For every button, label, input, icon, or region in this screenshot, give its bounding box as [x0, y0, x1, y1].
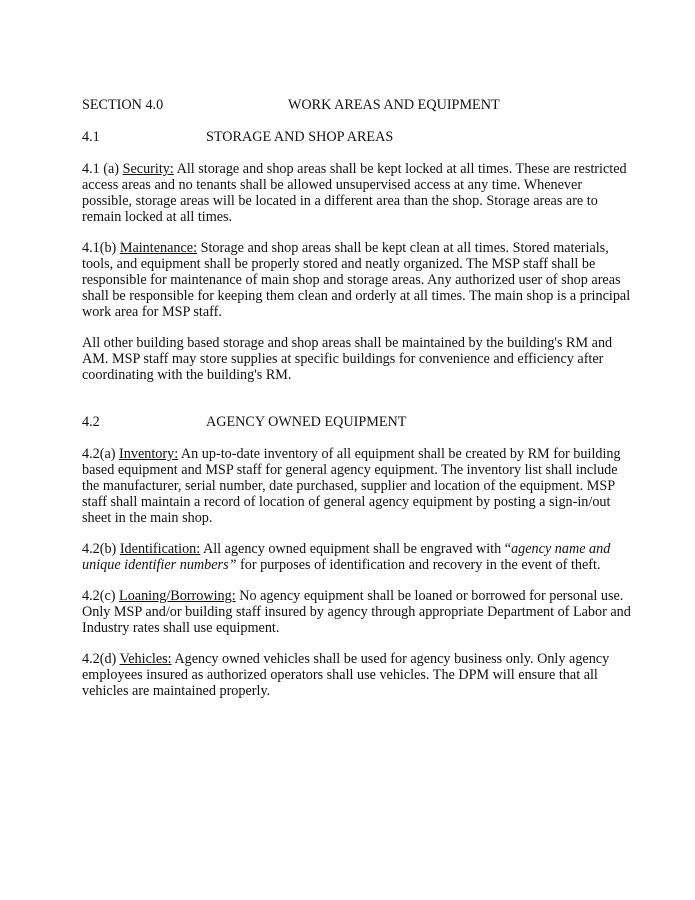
paragraph-line: [82, 557, 601, 573]
paragraph-line: responsible for maintenance of main shop and storage areas. Any authorized user of shop areas: [82, 272, 621, 288]
paragraph-text: An up-to-date inventory of all equipment shall be created by RM for building: [178, 446, 621, 462]
clause-label: Security:: [122, 161, 174, 177]
clause-number: 4.2(c): [82, 588, 120, 604]
clause-label: Inventory:: [119, 446, 179, 462]
subsection-number: 4.1: [82, 129, 100, 145]
paragraph-text: Agency owned vehicles shall be used for agency business only. Only agency: [171, 651, 610, 667]
paragraph-text: All agency owned equipment shall be engraved with “: [200, 541, 512, 557]
clause-label: Identification:: [119, 541, 201, 557]
clause-label: Loaning/Borrowing:: [119, 588, 236, 604]
paragraph-line: [82, 240, 609, 256]
paragraph-line: based equipment and MSP staff for general agency equipment. The inventory list shall include: [82, 462, 618, 478]
paragraph-line: work area for MSP staff.: [82, 304, 222, 320]
italic-text: unique identifier numbers”: [82, 557, 237, 573]
paragraph-line: employees insured as authorized operators shall use vehicles. The DPM will ensure that all: [82, 667, 598, 683]
paragraph-line: AM. MSP staff may store supplies at specific buildings for convenience and efficiency after: [82, 351, 604, 367]
clause-number: 4.1 (a): [82, 161, 123, 177]
paragraph-line: Industry rates shall use equipment.: [82, 620, 280, 636]
subsection-heading-4-2: [82, 414, 407, 430]
paragraph-line: possible, storage areas will be located in a different area than the shop. Storage areas are to: [82, 193, 598, 209]
paragraph-line: All other building based storage and shop areas shall be maintained by the building's RM and: [82, 335, 613, 351]
paragraph-line: shall be responsible for keeping them clean and orderly at all times. The main shop is a principal: [82, 288, 631, 304]
paragraph-line: [82, 446, 621, 462]
paragraph-line: staff shall maintain a record of location of general agency equipment by posting a sign-in/out: [82, 494, 611, 510]
subsection-heading-4-1: [82, 129, 394, 145]
clause-number: 4.1(b): [82, 240, 120, 256]
clause-label: Maintenance:: [119, 240, 198, 256]
paragraph-line: access areas and no tenants shall be allowed unsupervised access at any time. Whenever: [82, 177, 583, 193]
clause-label: Vehicles:: [119, 651, 172, 667]
subsection-number: 4.2: [82, 414, 100, 430]
italic-text: agency name and: [511, 541, 611, 557]
paragraph-line: sheet in the main shop.: [82, 510, 213, 526]
paragraph-line: remain locked at all times.: [82, 209, 233, 225]
clause-number: 4.2(b): [82, 541, 120, 557]
paragraph-line: [82, 588, 623, 604]
subsection-title: STORAGE AND SHOP AREAS: [206, 129, 394, 145]
paragraph-text: All storage and shop areas shall be kept locked at all times. These are restricted: [173, 161, 627, 177]
paragraph-line: Only MSP and/or building staff insured by agency through appropriate Department of Labor and: [82, 604, 631, 620]
paragraph-line: vehicles are maintained properly.: [82, 683, 271, 699]
clause-number: 4.2(a): [82, 446, 120, 462]
paragraph-line: coordinating with the building's RM.: [82, 367, 292, 383]
paragraph-line: [82, 541, 610, 557]
subsection-title: AGENCY OWNED EQUIPMENT: [206, 414, 407, 430]
paragraph-line: tools, and equipment shall be properly stored and neatly organized. The MSP staff shall be: [82, 256, 596, 272]
paragraph-line: [82, 161, 627, 177]
section-heading: [82, 97, 500, 113]
paragraph-text: No agency equipment shall be loaned or borrowed for personal use.: [235, 588, 624, 604]
paragraph-line: [82, 651, 609, 667]
paragraph-line: the manufacturer, serial number, date purchased, supplier and location of the equipment. MSP: [82, 478, 616, 494]
paragraph-text: for purposes of identification and recovery in the event of theft.: [236, 557, 601, 573]
section-title: WORK AREAS AND EQUIPMENT: [288, 97, 500, 113]
paragraph-text: Storage and shop areas shall be kept clean at all times. Stored materials,: [197, 240, 609, 256]
section-number: SECTION 4.0: [82, 97, 164, 113]
clause-number: 4.2(d): [82, 651, 120, 667]
